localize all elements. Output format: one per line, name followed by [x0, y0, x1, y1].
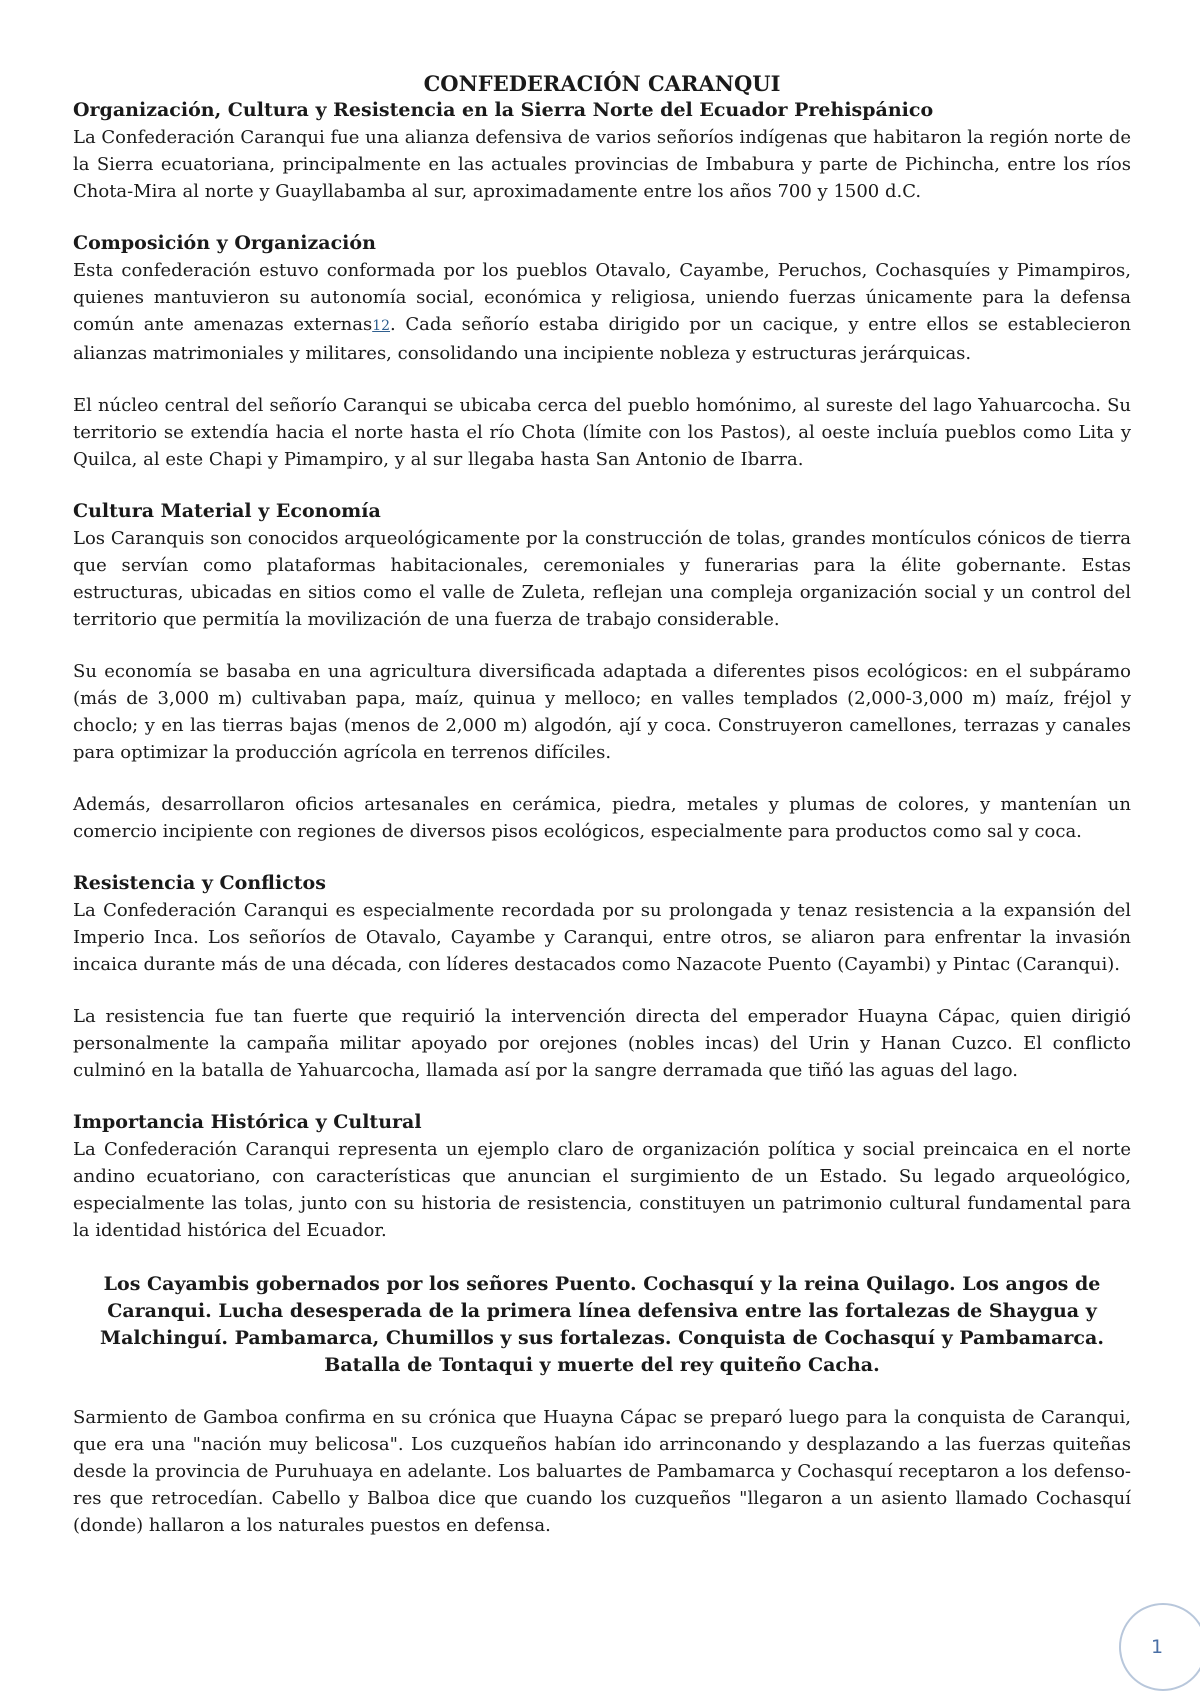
centered-line-4: Batalla de Tontaqui y muerte del rey quiteño Cacha. — [324, 1354, 880, 1376]
composicion-paragraph-2: El núcleo central del señorío Caranqui se ubicaba cerca del pueblo homónimo, al sureste del lago Yahuarcocha. Su territorio se extendía hacia el norte hasta el río Chota (límite con los Pastos), al oeste incluía pueblos como Lita y Quilca, al este Chapi y Pimampiro, y al sur llegaba hasta San Antonio de Ibarra. — [73, 395, 1131, 470]
document-title: CONFEDERACIÓN CARANQUI — [423, 71, 781, 96]
section-heading-resistencia: Resistencia y Conflictos — [73, 872, 326, 894]
section-heading-cultura: Cultura Material y Economía — [73, 500, 381, 522]
section-heading-composicion: Composición y Organización — [73, 232, 376, 254]
document-subtitle: Organización, Cultura y Resistencia en la Sierra Norte del Ecuador Prehispánico — [73, 99, 934, 121]
centered-line-1: Los Cayambis gobernados por los señores Puento. Cochasquí y la reina Quilago. Los angos de — [103, 1273, 1101, 1295]
closing-paragraph: Sarmiento de Gamboa confirma en su crónica que Huayna Cápac se preparó luego para la conquista de Caranqui, que era una "nación muy belicosa". Los cuzqueños habían ido arrinconando y desplazando a las fuerzas quiteñas desde la provincia de Puruhuaya en adelante. Los baluartes de Pambamarca y Cochasquí receptaron a los defenso- res que retrocedían. Cabello y Balboa dice que cuando los cuzqueños "llegaron a un asiento llamado Cochasquí (donde) hallaron a los naturales puestos en defensa. — [73, 1407, 1131, 1536]
cultura-paragraph-2: Su economía se basaba en una agricultura diversificada adaptada a diferentes pisos ecológicos: en el subpáramo (más de 3,000 m) cultivaban papa, maíz, quinua y melloco; en valles templados (2,000-3,000 m) maíz, fréjol y choclo; y en las tierras bajas (menos de 2,000 m) algodón, ají y coca. Construyeron camellones, terrazas y canales para optimizar la producción agrícola en terrenos difíciles. — [73, 661, 1131, 763]
centered-line-3: Malchinguí. Pambamarca, Chumillos y sus fortalezas. Conquista de Cochasquí y Pambamarca. — [100, 1327, 1104, 1349]
composicion-paragraph-1 — [73, 257, 1131, 367]
page-number-badge — [1119, 1603, 1200, 1691]
section-heading-importancia: Importancia Histórica y Cultural — [73, 1111, 422, 1133]
composicion-text-after-ref: . Cada señorío estaba dirigido por un cacique, y entre ellos se establecieron alianzas matrimoniales y militares, consolidando una incipiente nobleza y estructuras jerárquicas. — [73, 314, 1131, 364]
cultura-paragraph-1: Los Caranquis son conocidos arqueológicamente por la construcción de tolas, grandes montículos cónicos de tierra que servían como plataformas habitacionales, ceremoniales y funerarias para la élite gobernante. Estas estructuras, ubicadas en sitios como el valle de Zuleta, reflejan una compleja organización social y un control del territorio que permitía la movilización de una fuerza de trabajo considerable. — [73, 528, 1131, 630]
resistencia-paragraph-1: La Confederación Caranqui es especialmente recordada por su prolongada y tenaz resistencia a la expansión del Imperio Inca. Los señoríos de Otavalo, Cayambe y Caranqui, entre otros, se aliaron para enfrentar la invasión incaica durante más de una década, con líderes destacados como Nazacote Puento (Cayambi) y Pintac (Caranqui). — [73, 900, 1131, 975]
intro-paragraph: La Confederación Caranqui fue una alianza defensiva de varios señoríos indígenas que habitaron la región norte de la Sierra ecuatoriana, principalmente en las actuales provincias de Imbabura y parte de Pichincha, entre los ríos Chota-Mira al norte y Guayllabamba al sur, aproximadamente entre los años 700 y 1500 d.C. — [73, 127, 1131, 202]
document-page — [73, 70, 1131, 1539]
page-number: 1 — [1150, 1636, 1164, 1658]
importancia-paragraph-1: La Confederación Caranqui representa un ejemplo claro de organización política y social preincaica en el norte andino ecuatoriano, con características que anuncian el surgimiento de un Estado. Su legado arqueológico, especialmente las tolas, junto con su historia de resistencia, constituyen un patrimonio cultural fundamental para la identidad histórica del Ecuador. — [73, 1139, 1131, 1241]
cultura-paragraph-3: Además, desarrollaron oficios artesanales en cerámica, piedra, metales y plumas de colores, y mantenían un comercio incipiente con regiones de diversos pisos ecológicos, especialmente para productos como sal y coca. — [73, 794, 1131, 842]
composicion-text-before-ref: Esta confederación estuvo conformada por los pueblos Otavalo, Cayambe, Peruchos, Cochasquíes y Pimampiros, quienes mantuvieron su autonomía social, económica y religiosa, uniendo fuerzas únicamente para la defensa común ante amenazas externas — [73, 260, 1131, 335]
resistencia-paragraph-2: La resistencia fue tan fuerte que requirió la intervención directa del emperador Huayna Cápac, quien dirigió personalmente la campaña militar apoyado por orejones (nobles incas) del Urin y Hanan Cuzco. El conflicto culminó en la batalla de Yahuarcocha, llamada así por la sangre derramada que tiñó las aguas del lago. — [73, 1006, 1131, 1081]
centered-line-2: Caranqui. Lucha desesperada de la primera línea defensiva entre las fortalezas de Shaygua y — [107, 1300, 1097, 1322]
footnote-link[interactable]: 12 — [372, 318, 391, 334]
centered-bold-block — [73, 1271, 1131, 1379]
